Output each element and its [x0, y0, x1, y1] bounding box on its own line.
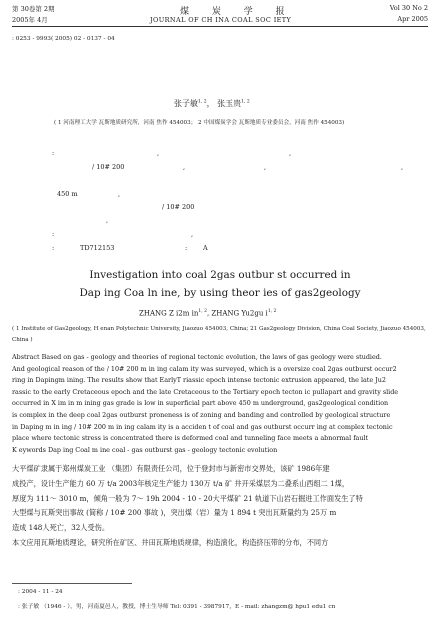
body-cn-line: 本文应用瓦斯地质理论，研究所在矿区、井田瓦斯地质规律，构造演化，构造挤压带的分布，不同方 — [12, 537, 329, 547]
body-cn-line: 大型煤与瓦斯突出事故 (简称 / 10# 200 事故 )，突出煤（岩）量为 1 894 t 突出瓦斯量约为 25万 m — [12, 508, 337, 518]
abstract-cn-fragment: , — [106, 216, 109, 224]
author-en-separator: , — [206, 309, 212, 318]
abstract-cn-fragment: , — [157, 149, 160, 157]
footnote-received: : 2004 - 11 - 24 — [18, 589, 63, 595]
affiliation-en-line-2: China ) — [12, 337, 33, 343]
abstract-cn-fragment: / 10# 200 — [162, 203, 195, 211]
document-code: A — [203, 244, 208, 252]
cn-classification-number: TD712153 — [80, 244, 115, 252]
author-cn-2-superscript: 1, 2 — [241, 99, 250, 105]
abstract-en-line: is complex in the deep coal 2gas outburst proneness is of zoning and banding and controlled by geological structure — [12, 410, 391, 419]
abstract-cn-fragment: : — [52, 230, 55, 238]
author-en-1: ZHANG Z i2m in — [139, 309, 199, 318]
abstract-en — [12, 352, 428, 456]
abstract-cn-fragment: : — [52, 149, 55, 157]
author-cn-1-superscript: 1, 2 — [198, 99, 207, 105]
affiliation-en-line-1: ( 1 Institute of Gas2geology, H enan Polytechnic University, Jiaozuo 454003, China; 21 Gas2geology Division, China Coal Society, Jiaozuo 454003, — [12, 326, 426, 332]
abstract-en-line: occurred in X im in m ining gas grade is low in superficial part above 450 m underground, gas2geological condition — [12, 399, 389, 408]
abstract-cn-fragment: , — [264, 163, 267, 171]
body-cn-line: 造成 148人死亡，32人受伤。 — [12, 523, 110, 533]
article-number: : 0253 - 9993( 2005) 02 - 0137 - 04 — [12, 36, 115, 42]
abstract-en-line: place where tectonic stress is concentrated there is deformed coal and tunneling face meets a abnormal fault — [12, 434, 369, 443]
author-cn-2: 张玉贵 — [217, 99, 242, 108]
author-cn-1: 张子敏 — [174, 99, 198, 108]
author-cn-separator: ， — [206, 99, 218, 108]
author-en-2: ZHANG Yu2gu i — [211, 309, 268, 318]
header-rule — [12, 26, 428, 27]
body-cn-line: 成投产，设计生产能力 60 万 t/a 2003年核定生产能力 130万 t/a 矿 井开采煤层为二叠系山西组二 1煤， — [12, 478, 350, 488]
abstract-cn-fragment: , — [191, 230, 194, 238]
abstract-cn-fragment: / 10# 200 — [92, 163, 125, 171]
date-en: Apr 2005 — [397, 15, 428, 23]
abstract-en-line: rassic to the early Cretaceous epoch and the late Cretaceous to the Tertiary epoch tecton ic pullapart and gravity slide — [12, 387, 399, 396]
abstract-cn-fragment: : — [185, 244, 188, 252]
volume-en: Vol 30 No 2 — [389, 4, 428, 12]
abstract-cn-fragment: : — [52, 244, 55, 252]
author-en-2-superscript: 1, 2 — [267, 309, 277, 314]
author-en-1-superscript: 1, 2 — [198, 309, 207, 314]
keywords-en: K eywords Dap ing Coal m ine coal - gas outburst gas - geology tectonic evolution — [12, 445, 278, 454]
date-cn: 2005年 4月 — [12, 16, 48, 24]
footnote-rule — [12, 583, 132, 584]
authors-en — [139, 309, 276, 317]
footnote-author-bio: : 张子敏 （1946 - ），男，河南夏邑人，教授，博士生导师 Tel: 0391 - 3987917，E - mail: zhangzm@ hpu1 edu1 cn — [18, 604, 336, 610]
journal-title-en: JOURNAL OF CH INA COAL SOC IETY — [150, 16, 292, 24]
authors-cn — [174, 98, 250, 109]
affiliation-cn: ( 1 河南理工大学 瓦斯地质研究所，河南 焦作 454003； 2 中国煤炭学会 瓦斯地质专业委员会，河南 焦作 454003) — [54, 120, 345, 126]
abstract-cn-fragment: , — [183, 163, 186, 171]
abstract-en-line: in Daping m in ing / 10# 200 m in ing calam ity is a acciden t of coal and gas outburst occurr ing at complex tectonic — [12, 422, 393, 431]
title-en-line-1: Investigation into coal 2gas outbur st occurred in — [89, 269, 351, 281]
abstract-en-line: And geological reason of the / 10# 200 m in ing calam ity was surveyed, which is a oversize coal 2gas outburst occur2 — [12, 364, 397, 373]
abstract-en-line: Abstract Based on gas - geology and theories of regional tectonic evolution, the laws of gas geology were studied. — [12, 353, 382, 361]
abstract-cn-fragment: , — [289, 149, 292, 157]
body-cn — [12, 462, 428, 551]
abstract-cn-fragment: 450 m — [57, 190, 78, 198]
body-cn-line: 大平煤矿隶属于郑州煤炭工业 （集团）有限责任公司，位于登封市与新密市交界处，该矿 1986年建 — [12, 464, 330, 473]
abstract-cn-fragment: , — [401, 163, 404, 171]
journal-title-cn: 煤 炭 学 报 — [180, 7, 295, 17]
abstract-en-line: ring in Dapingm ining. The results show that EarlyT riassic epoch intense tectonic extrusion appeared, the late Ju2 — [12, 376, 386, 385]
title-en-line-2: Dap ing Coa ln ine, by using theor ies of gas2geology — [79, 287, 361, 299]
abstract-cn-fragment: , — [118, 190, 121, 198]
body-cn-line: 厚度为 111～ 3010 m，倾角一般为 7～ 19h 2004 - 10 - 20大平煤矿 21 轨道下山岩石掘进工作面发生了特 — [12, 493, 363, 503]
volume-cn: 第 30卷第 2期 — [12, 5, 55, 13]
